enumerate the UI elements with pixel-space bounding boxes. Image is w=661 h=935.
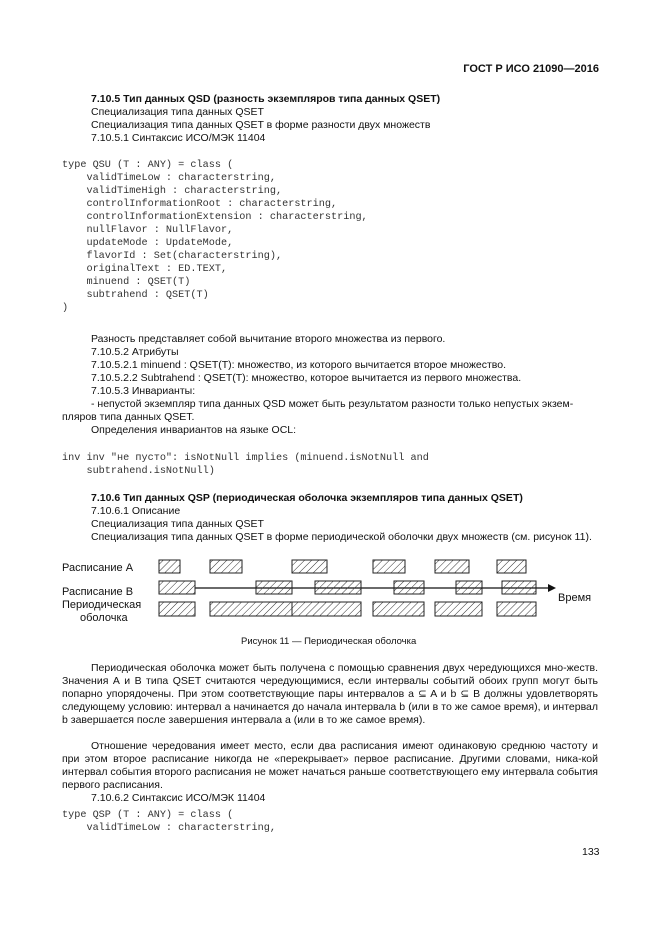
text-line: Разность представляет собой вычитание второго множества из первого. bbox=[91, 333, 446, 345]
text-line: 7.10.5.2.2 Subtrahend : QSET(T): множество, которое вычитается из первого множества. bbox=[91, 372, 522, 384]
code-block-qsu bbox=[62, 159, 368, 315]
code-line: subtrahend : QSET(T) bbox=[62, 290, 209, 301]
section-heading-qsd: 7.10.5 Тип данных QSD (разность экземпляров типа данных QSET) bbox=[91, 93, 441, 105]
code-line: nullFlavor : NullFlavor, bbox=[62, 225, 234, 236]
code-block-qsp bbox=[62, 809, 276, 835]
text-line: Специализация типа данных QSET в форме периодической оболочки двух множеств (см. рисунок 11). bbox=[91, 531, 592, 543]
code-line: controlInformationRoot : characterstring, bbox=[62, 199, 338, 210]
code-line: subtrahend.isNotNull) bbox=[62, 466, 215, 477]
text-line: пляров типа данных QSET. bbox=[62, 411, 195, 423]
text-line: 7.10.5.2.1 minuend : QSET(T): множество, из которого вычитается второе множество. bbox=[91, 359, 506, 371]
page-number: 133 bbox=[582, 846, 600, 858]
hull-label-line1: Периодическая bbox=[62, 599, 142, 611]
text-line: Определения инвариантов на языке OCL: bbox=[91, 424, 297, 436]
code-line: originalText : ED.TEXT, bbox=[62, 264, 228, 275]
periodic-hull-figure bbox=[60, 557, 610, 627]
interval-hull bbox=[292, 602, 361, 616]
schedule-a-label: Расписание А bbox=[62, 562, 134, 574]
code-line: updateMode : UpdateMode, bbox=[62, 238, 234, 249]
text-line: 7.10.5.1 Синтаксис ИСО/МЭК 11404 bbox=[91, 132, 266, 144]
paragraph: Отношение чередования имеет место, если два расписания имеют одинаковую среднюю частоту и при этом второе расписание никогда не «перекрывает» первое расписание. Другими словами, ника-кой интервал события второго расписания не может начаться раньше соответствующего ему интервала события первого расписания. bbox=[62, 740, 598, 791]
interval-a bbox=[497, 560, 526, 573]
text-line: Специализация типа данных QSET bbox=[91, 106, 264, 118]
interval-hull bbox=[159, 602, 195, 616]
interval-a bbox=[292, 560, 327, 573]
schedule-a-intervals bbox=[159, 560, 526, 573]
code-line: validTimeLow : characterstring, bbox=[62, 823, 276, 834]
schedule-b-label: Расписание В bbox=[62, 586, 134, 598]
code-line: validTimeLow : characterstring, bbox=[62, 173, 276, 184]
text-line: 7.10.6.2 Синтаксис ИСО/МЭК 11404 bbox=[91, 792, 266, 804]
code-line: type QSU (T : ANY) = class ( bbox=[62, 160, 234, 171]
text-line: - непустой экземпляр типа данных QSD может быть результатом разности только непустых экзем- bbox=[91, 398, 574, 410]
interval-b bbox=[159, 581, 195, 594]
code-line: flavorId : Set(characterstring), bbox=[62, 251, 283, 262]
code-line: inv inv "не пусто": isNotNull implies (minuend.isNotNull and bbox=[62, 453, 429, 464]
hull-label-line2: оболочка bbox=[80, 612, 128, 624]
interval-hull bbox=[497, 602, 536, 616]
interval-b bbox=[502, 581, 536, 594]
text-line: Специализация типа данных QSET в форме разности двух множеств bbox=[91, 119, 431, 131]
code-line: ) bbox=[62, 303, 69, 314]
document-header: ГОСТ Р ИСО 21090—2016 bbox=[463, 63, 599, 75]
interval-a bbox=[159, 560, 180, 573]
interval-hull bbox=[210, 602, 292, 616]
interval-hull bbox=[435, 602, 482, 616]
paragraph: Периодическая оболочка может быть получена с помощью сравнения двух чередующихся мно-жеств. Значения А и В типа QSET считаются чередующимися, если интервалы событий обоих групп могут быть попарно упорядочены. При этом соответствующие пары интервалов a ⊆ A и b ⊆ B должны удовлетворять следующему условию: интервал a начинается до начала интервала b (или в то же самое время), и интервал b завершается после завершения интервала a (или в то же самое время). bbox=[62, 662, 598, 726]
code-line: minuend : QSET(T) bbox=[62, 277, 191, 288]
code-block-ocl bbox=[62, 452, 429, 478]
interval-b bbox=[315, 581, 361, 594]
interval-hull bbox=[373, 602, 424, 616]
text-line: 7.10.5.2 Атрибуты bbox=[91, 346, 179, 358]
time-label: Время bbox=[558, 592, 592, 604]
code-line: validTimeHigh : characterstring, bbox=[62, 186, 283, 197]
code-line: controlInformationExtension : characterstring, bbox=[62, 212, 368, 223]
periodic-hull-diagram bbox=[60, 557, 610, 627]
interval-b bbox=[456, 581, 482, 594]
code-line: type QSP (T : ANY) = class ( bbox=[62, 810, 234, 821]
text-line: Специализация типа данных QSET bbox=[91, 518, 264, 530]
text-line: 7.10.5.3 Инварианты: bbox=[91, 385, 196, 397]
section-heading-qsp: 7.10.6 Тип данных QSP (периодическая оболочка экземпляров типа данных QSET) bbox=[91, 492, 523, 504]
hull-intervals bbox=[159, 602, 536, 616]
text-line: 7.10.6.1 Описание bbox=[91, 505, 181, 517]
interval-a bbox=[373, 560, 405, 573]
arrow-icon bbox=[548, 584, 556, 592]
interval-a bbox=[210, 560, 242, 573]
figure-caption: Рисунок 11 — Периодическая оболочка bbox=[241, 636, 417, 647]
interval-b bbox=[256, 581, 292, 594]
interval-b bbox=[394, 581, 424, 594]
interval-a bbox=[435, 560, 469, 573]
